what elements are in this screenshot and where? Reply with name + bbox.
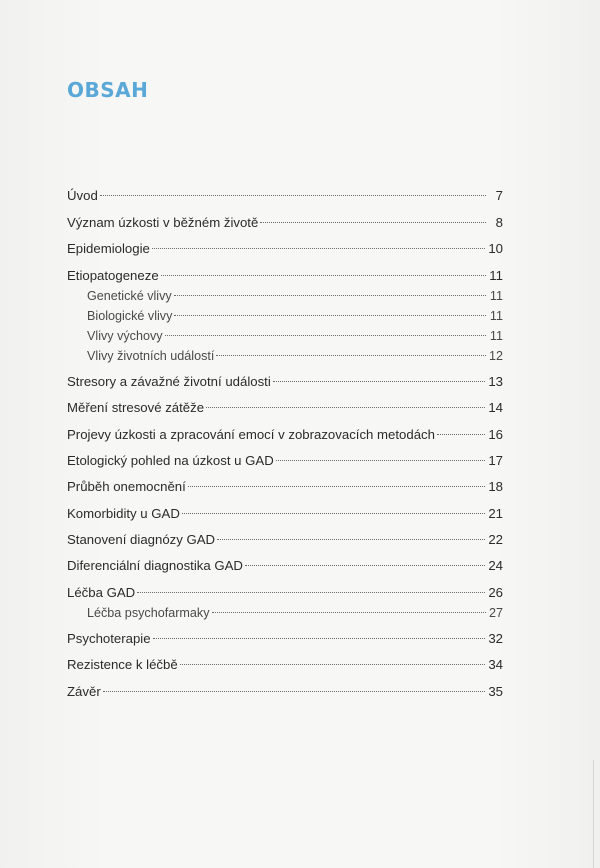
- toc-entry-vyznam-uzkosti: [67, 213, 503, 233]
- toc-entry-page: 7: [495, 188, 503, 203]
- toc-entry-page: 17: [488, 453, 503, 468]
- dot-leader: [180, 664, 486, 665]
- dot-leader: [437, 434, 485, 435]
- dot-leader: [260, 222, 486, 223]
- toc-entry-label: Diferenciální diagnostika GAD: [67, 558, 243, 573]
- toc-entry-page: 32: [488, 631, 503, 646]
- dot-leader: [165, 335, 486, 336]
- toc-entry-label: Biologické vlivy: [87, 309, 173, 323]
- toc-entry-label: Stanovení diagnózy GAD: [67, 532, 216, 547]
- dot-leader: [153, 638, 486, 639]
- toc-heading: OBSAH: [67, 78, 149, 102]
- dot-leader: [182, 513, 485, 514]
- toc-entry-label: Etiopatogeneze: [67, 268, 159, 283]
- page-edge-shadow: [593, 760, 594, 868]
- toc-entry-label: Léčba psychofarmaky: [87, 606, 210, 620]
- toc-entry-etologicky-pohled: [67, 451, 503, 471]
- toc-entry-label: Stresory a závažné životní události: [67, 374, 271, 389]
- toc-entry-label: Genetické vlivy: [87, 289, 172, 303]
- toc-entry-rezistence: [67, 655, 503, 675]
- dot-leader: [206, 407, 485, 408]
- dot-leader: [174, 295, 486, 296]
- toc-entry-page: 11: [489, 268, 503, 283]
- toc-entry-label: Etologický pohled na úzkost u GAD: [67, 453, 274, 468]
- toc-entry-page: 16: [488, 427, 503, 442]
- toc-entry-mereni-stresove-zateze: [67, 398, 503, 418]
- toc-entry-label: Epidemiologie: [67, 241, 150, 256]
- dot-leader: [174, 315, 486, 316]
- toc-entry-psychoterapie: [67, 629, 503, 649]
- toc-entry-label: Projevy úzkosti a zpracování emocí v zobrazovacích metodách: [67, 427, 435, 442]
- toc-entry-page: 14: [488, 400, 503, 415]
- dot-leader: [216, 355, 486, 356]
- toc-subentry-vlivy-vychovy: [87, 326, 503, 346]
- toc-entry-label: Vlivy životních událostí: [87, 349, 215, 363]
- toc-entry-page: 35: [488, 684, 503, 699]
- dot-leader: [103, 691, 486, 692]
- toc-entry-page: 13: [488, 374, 503, 389]
- toc-entry-label: Závěr: [67, 684, 101, 699]
- toc-subentry-geneticke-vlivy: [87, 286, 503, 306]
- toc-entry-uvod: [67, 186, 503, 206]
- dot-leader: [152, 248, 485, 249]
- dot-leader: [188, 486, 486, 487]
- toc-entry-diferencialni-diagnostika: [67, 556, 503, 576]
- dot-leader: [137, 592, 485, 593]
- toc-entry-komorbidity: [67, 504, 503, 524]
- toc-entry-label: Psychoterapie: [67, 631, 151, 646]
- toc-entry-label: Měření stresové zátěže: [67, 400, 205, 415]
- toc-entry-epidemiologie: [67, 239, 503, 259]
- toc-subentry-vlivy-zivotnich-udalosti: [87, 346, 503, 366]
- toc-entry-page: 22: [488, 532, 503, 547]
- toc-entry-lecba-gad: [67, 583, 503, 603]
- toc-entry-label: Průběh onemocnění: [67, 479, 186, 494]
- dot-leader: [276, 460, 486, 461]
- toc-subentry-biologicke-vlivy: [87, 306, 503, 326]
- toc-entry-page: 11: [489, 289, 503, 303]
- toc-subentry-lecba-psychofarmaky: [87, 603, 503, 623]
- toc-entry-label: Komorbidity u GAD: [67, 506, 180, 521]
- toc-entry-page: 8: [495, 215, 503, 230]
- toc-entry-prubeh-onemocneni: [67, 477, 503, 497]
- toc-entry-projevy-uzkosti: [67, 425, 503, 445]
- toc-entry-label: Význam úzkosti v běžném životě: [67, 215, 259, 230]
- toc-entry-page: 11: [489, 309, 503, 323]
- toc-entry-label: Léčba GAD: [67, 585, 136, 600]
- toc-entry-zaver: [67, 682, 503, 702]
- toc-entry-page: 21: [488, 506, 503, 521]
- dot-leader: [100, 195, 486, 196]
- toc-entry-label: Úvod: [67, 188, 98, 203]
- dot-leader: [212, 612, 486, 613]
- toc-entry-stanoveni-diagnozy: [67, 530, 503, 550]
- toc-entry-label: Vlivy výchovy: [87, 329, 163, 343]
- toc-entry-page: 18: [488, 479, 503, 494]
- dot-leader: [217, 539, 485, 540]
- toc-entry-stresory: [67, 372, 503, 392]
- toc-entry-page: 34: [488, 657, 503, 672]
- dot-leader: [245, 565, 485, 566]
- toc-entry-page: 26: [488, 585, 503, 600]
- toc-entry-label: Rezistence k léčbě: [67, 657, 178, 672]
- toc-entry-etiopatogeneze: [67, 266, 503, 286]
- toc-entry-page: 27: [488, 606, 503, 620]
- dot-leader: [273, 381, 486, 382]
- dot-leader: [161, 275, 486, 276]
- toc-entry-page: 10: [488, 241, 503, 256]
- toc-entry-page: 24: [488, 558, 503, 573]
- toc-entry-page: 11: [489, 329, 503, 343]
- toc-entry-page: 12: [488, 349, 503, 363]
